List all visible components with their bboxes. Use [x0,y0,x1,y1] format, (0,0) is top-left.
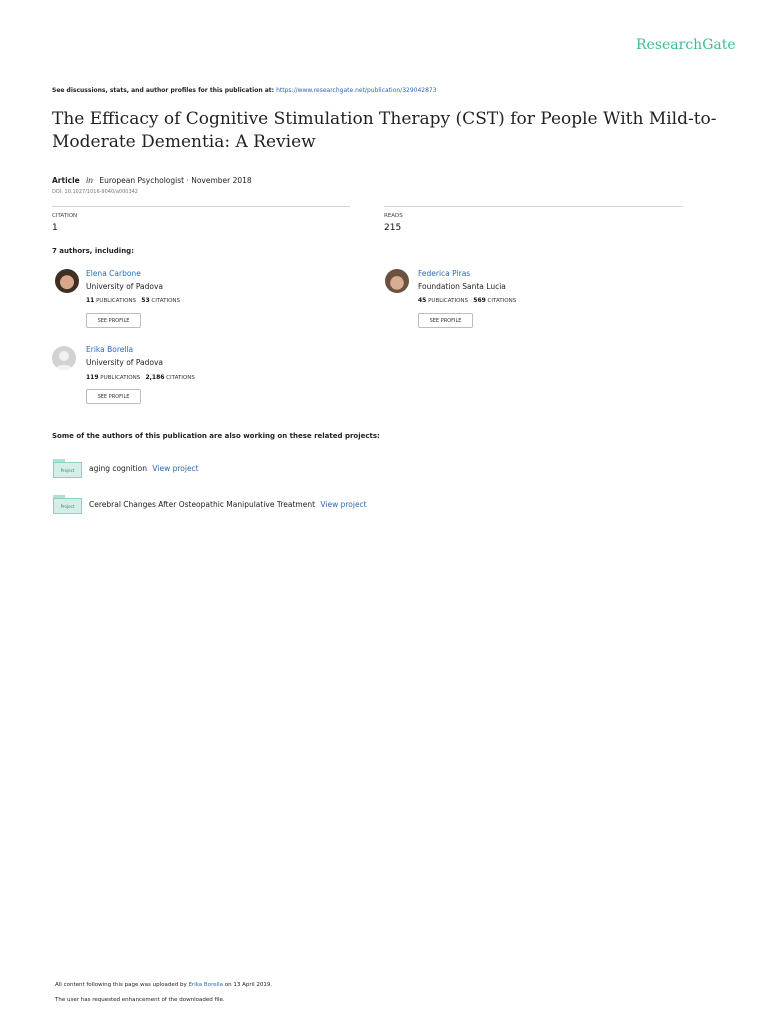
author-avatar-elena-carbone[interactable] [55,269,79,293]
project-folder-icon[interactable] [53,495,83,515]
enhancement-note: The user has requested enhancement of the downloaded file. [55,997,225,1003]
author-stats [418,297,516,304]
project-icon-label: Project [60,504,75,509]
citations-label: CITATIONS [166,375,195,381]
project-name: aging cognition [89,464,148,473]
citation-count: 1 [52,223,58,233]
related-projects-heading: Some of the authors of this publication are also working on these related projects: [52,432,380,440]
researchgate-logo[interactable]: ResearchGate [636,37,736,53]
see-profile-button[interactable]: SEE PROFILE [86,389,141,404]
author-stats [86,374,195,381]
author-name-federica-piras[interactable]: Federica Piras [418,269,471,278]
author-institution: University of Padova [86,282,163,291]
project-item [89,464,199,473]
article-kind: Article [52,176,80,185]
author-institution: University of Padova [86,358,163,367]
uploader-link[interactable]: Erika Borella [188,982,224,988]
default-user-icon [52,346,76,370]
publications-label: PUBLICATIONS [428,298,469,304]
article-doi: DOI: 10.1027/1016-9040/a000342 [52,189,138,195]
author-name-elena-carbone[interactable]: Elena Carbone [86,269,141,278]
publication-count: 45 [418,297,427,304]
author-name-erika-borella[interactable]: Erika Borella [86,345,134,354]
citation-label: CITATION [52,213,78,219]
publication-count: 11 [86,297,95,304]
view-project-link[interactable]: View project [152,464,199,473]
uploaded-suffix: on 13 April 2019. [224,982,273,988]
reads-label: READS [384,213,403,219]
author-avatar-erika-borella[interactable] [52,346,76,370]
uploaded-prefix: All content following this page was uploaded by [55,982,187,988]
citation-divider [52,206,350,207]
article-title: The Efficacy of Cognitive Stimulation Therapy (CST) for People With Mild-to-Moderate Dementia: A Review [52,109,717,152]
reads-count: 215 [384,223,402,233]
uploaded-by-note [55,982,272,988]
citation-count: 2,186 [145,374,165,381]
project-icon-label: Project [60,468,75,473]
publications-label: PUBLICATIONS [100,375,141,381]
see-discussions-line [52,87,437,94]
authors-heading: 7 authors, including: [52,247,134,255]
citation-count: 53 [141,297,150,304]
citations-label: CITATIONS [151,298,181,304]
author-avatar-federica-piras[interactable] [385,269,409,293]
article-venue: European Psychologist · November 2018 [99,176,252,185]
see-profile-button[interactable]: SEE PROFILE [86,313,141,328]
citations-label: CITATIONS [487,298,517,304]
author-stats [86,297,180,304]
citation-count: 569 [473,297,486,304]
see-profile-button[interactable]: SEE PROFILE [418,313,473,328]
project-folder-icon[interactable] [53,459,83,479]
author-institution: Foundation Santa Lucia [418,282,506,291]
publications-label: PUBLICATIONS [96,298,137,304]
view-project-link[interactable]: View project [320,500,367,509]
see-discussions-text: See discussions, stats, and author profiles for this publication at: [52,87,275,94]
publication-count: 119 [86,374,99,381]
article-in: in [86,176,93,185]
publication-url-link[interactable]: https://www.researchgate.net/publication/329042873 [276,87,437,94]
project-item [89,500,367,509]
project-name: Cerebral Changes After Osteopathic Manipulative Treatment [89,500,316,509]
reads-divider [384,206,683,207]
article-meta [52,176,252,185]
